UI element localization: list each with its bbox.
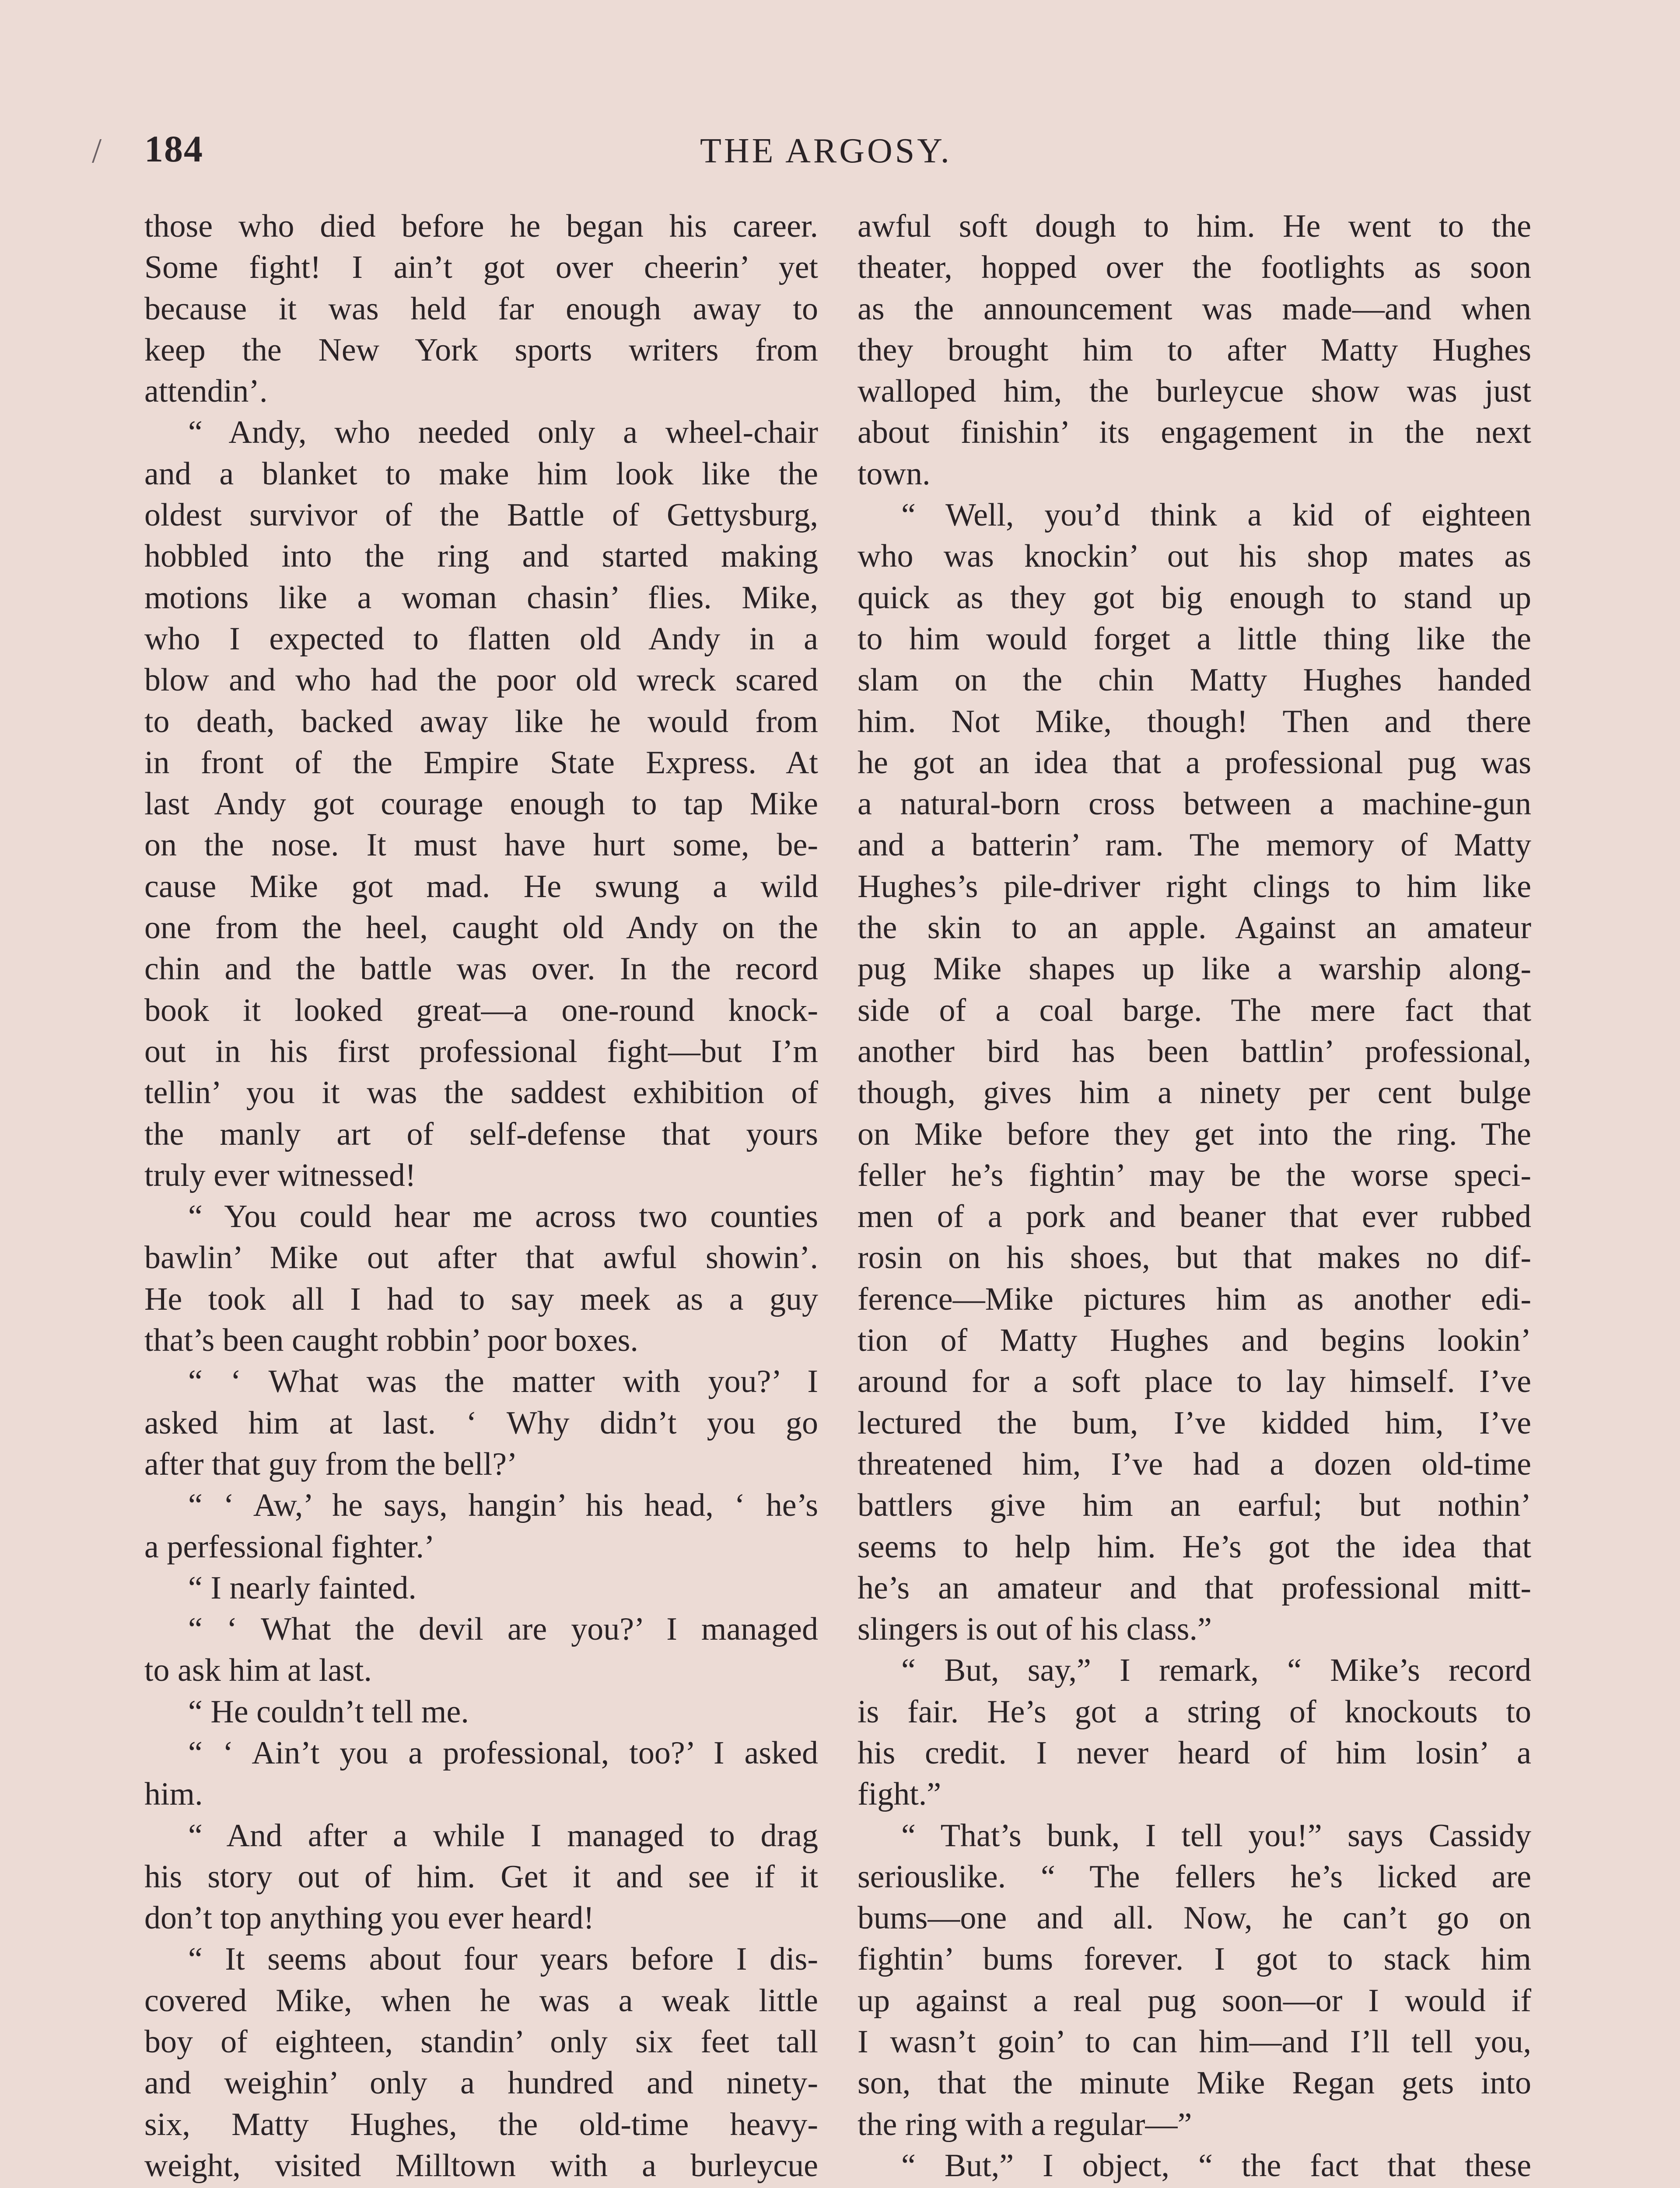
text-line: covered Mike, when he was a weak little xyxy=(144,1982,818,2019)
text-line: tion of Matty Hughes and begins lookin’ xyxy=(858,1322,1531,1359)
text-line: and a blanket to make him look like the xyxy=(144,456,818,492)
text-line: asked him at last. ‘ Why didn’t you go xyxy=(144,1405,818,1441)
text-line: who I expected to flatten old Andy in a xyxy=(144,621,818,657)
text-line: seriouslike. “ The fellers he’s licked are xyxy=(858,1858,1531,1895)
text-line: son, that the minute Mike Regan gets into xyxy=(858,2065,1531,2101)
text-line: He took all I had to say meek as a guy xyxy=(144,1281,818,1317)
text-line: “ It seems about four years before I dis- xyxy=(188,1941,818,1978)
text-line: the ring with a regular—” xyxy=(858,2106,1192,2142)
text-line: lectured the bum, I’ve kidded him, I’ve xyxy=(858,1405,1531,1441)
text-line: feller he’s fightin’ may be the worse speci- xyxy=(858,1157,1531,1193)
text-line: “ But,” I object, “ the fact that these xyxy=(901,2147,1531,2184)
text-line xyxy=(144,2186,818,2188)
text-line: “ ‘ What the devil are you?’ I managed xyxy=(188,1611,818,1648)
text-line: a perfessional fighter.’ xyxy=(144,1529,435,1565)
right-text-column xyxy=(858,206,1531,2188)
text-line: those who died before he began his career. xyxy=(144,208,818,244)
text-line: boy of eighteen, standin’ only six feet tall xyxy=(144,2024,818,2060)
text-line: they brought him to after Matty Hughes xyxy=(858,332,1531,368)
text-line: truly ever witnessed! xyxy=(144,1157,416,1193)
text-line: and weighin’ only a hundred and ninety- xyxy=(144,2065,818,2101)
text-line: in front of the Empire State Express. At xyxy=(144,744,818,781)
text-line: up against a real pug soon—or I would if xyxy=(858,1982,1531,2019)
text-line: his story out of him. Get it and see if it xyxy=(144,1858,818,1895)
text-line: slingers is out of his class.” xyxy=(858,1611,1212,1648)
text-line: motions like a woman chasin’ flies. Mike, xyxy=(144,579,818,616)
text-line: “ ‘ What was the matter with you?’ I xyxy=(188,1364,818,1400)
text-line: pug Mike shapes up like a warship along- xyxy=(858,951,1531,987)
text-line: he’s an amateur and that professional mitt- xyxy=(858,1570,1531,1606)
text-line: though, gives him a ninety per cent bulge xyxy=(858,1075,1531,1111)
text-line: him. xyxy=(144,1776,203,1813)
text-line: to ask him at last. xyxy=(144,1652,372,1689)
text-line: “ That’s bunk, I tell you!” says Cassidy xyxy=(901,1817,1531,1854)
text-line: “ He couldn’t tell me. xyxy=(188,1694,469,1730)
text-line: he got an idea that a professional pug was xyxy=(858,744,1531,781)
text-line: awful soft dough to him. He went to the xyxy=(858,208,1531,244)
text-line: town. xyxy=(858,456,931,492)
text-line: weight, visited Milltown with a burleycue xyxy=(144,2147,818,2184)
text-line: tellin’ you it was the saddest exhibition of xyxy=(144,1075,818,1111)
page-number: 184 xyxy=(144,128,203,170)
text-line: after that guy from the bell?’ xyxy=(144,1446,518,1482)
text-line: the manly art of self-defense that yours xyxy=(144,1116,818,1152)
text-line: slam on the chin Matty Hughes handed xyxy=(858,662,1531,698)
text-line: quick as they got big enough to stand up xyxy=(858,579,1531,616)
text-line: “ I nearly fainted. xyxy=(188,1570,416,1606)
margin-mark: / xyxy=(92,132,102,170)
text-line: Hughes’s pile-driver right clings to him like xyxy=(858,868,1531,905)
text-line: theater, hopped over the footlights as soon xyxy=(858,249,1531,286)
text-line: “ But, say,” I remark, “ Mike’s record xyxy=(901,1652,1531,1689)
text-line: him. Not Mike, though! Then and there xyxy=(858,703,1531,740)
text-line: out in his first professional fight—but I’m xyxy=(144,1033,818,1069)
text-line: ference—Mike pictures him as another edi- xyxy=(858,1281,1531,1317)
text-line: six, Matty Hughes, the old-time heavy- xyxy=(144,2106,818,2142)
text-line: the skin to an apple. Against an amateur xyxy=(858,910,1531,946)
text-line: that’s been caught robbin’ poor boxes. xyxy=(144,1322,638,1359)
text-line: rosin on his shoes, but that makes no dif- xyxy=(858,1240,1531,1276)
text-line: bawlin’ Mike out after that awful showin’. xyxy=(144,1240,818,1276)
text-line: fightin’ bums forever. I got to stack him xyxy=(858,1941,1531,1978)
text-line: threatened him, I’ve had a dozen old-time xyxy=(858,1446,1531,1482)
text-line: oldest survivor of the Battle of Gettysburg, xyxy=(144,497,818,533)
text-line: to him would forget a little thing like the xyxy=(858,621,1531,657)
text-line: is fair. He’s got a string of knockouts to xyxy=(858,1694,1531,1730)
text-line: side of a coal barge. The mere fact that xyxy=(858,992,1531,1028)
text-line: as the announcement was made—and when xyxy=(858,291,1531,327)
text-line: a natural-born cross between a machine-gun xyxy=(858,786,1531,822)
text-line: battlers give him an earful; but nothin’ xyxy=(858,1487,1531,1524)
running-title: THE ARGOSY. xyxy=(700,132,952,170)
text-line: another bird has been battlin’ professional, xyxy=(858,1033,1531,1069)
text-line: seems to help him. He’s got the idea that xyxy=(858,1529,1531,1565)
text-line: “ You could hear me across two counties xyxy=(188,1199,818,1235)
text-line: “ ‘ Aw,’ he says, hangin’ his head, ‘ he’s xyxy=(188,1487,818,1524)
text-line: fight.” xyxy=(858,1776,942,1813)
text-line: because it was held far enough away to xyxy=(144,291,818,327)
text-line: “ ‘ Ain’t you a professional, too?’ I asked xyxy=(188,1735,818,1771)
text-line: bums—one and all. Now, he can’t go on xyxy=(858,1900,1531,1936)
text-line: hobbled into the ring and started making xyxy=(144,538,818,575)
text-line: “ Well, you’d think a kid of eighteen xyxy=(901,497,1531,533)
text-line: Some fight! I ain’t got over cheerin’ yet xyxy=(144,249,818,286)
left-text-column xyxy=(144,206,818,2188)
text-line: his credit. I never heard of him losin’ a xyxy=(858,1735,1531,1771)
text-line: attendin’. xyxy=(144,373,268,410)
text-line: around for a soft place to lay himself. I’ve xyxy=(858,1364,1531,1400)
text-line: keep the New York sports writers from xyxy=(144,332,818,368)
text-line: chin and the battle was over. In the record xyxy=(144,951,818,987)
text-line: to death, backed away like he would from xyxy=(144,703,818,740)
text-line: one from the heel, caught old Andy on the xyxy=(144,910,818,946)
text-line: men of a pork and beaner that ever rubbed xyxy=(858,1199,1531,1235)
text-line: I wasn’t goin’ to can him—and I’ll tell you, xyxy=(858,2024,1531,2060)
text-line: cause Mike got mad. He swung a wild xyxy=(144,868,818,905)
text-line: and a batterin’ ram. The memory of Matty xyxy=(858,827,1531,863)
text-line: on Mike before they get into the ring. The xyxy=(858,1116,1531,1152)
text-line: about finishin’ its engagement in the next xyxy=(858,414,1531,451)
text-line: who was knockin’ out his shop mates as xyxy=(858,538,1531,575)
text-line: on the nose. It must have hurt some, be- xyxy=(144,827,818,863)
text-line: “ And after a while I managed to drag xyxy=(188,1817,818,1854)
text-line: don’t top anything you ever heard! xyxy=(144,1900,595,1936)
text-line: “ Andy, who needed only a wheel-chair xyxy=(188,414,818,451)
text-line xyxy=(858,2186,1531,2188)
text-line: blow and who had the poor old wreck scared xyxy=(144,662,818,698)
text-line: walloped him, the burleycue show was just xyxy=(858,373,1531,410)
text-line: book it looked great—a one-round knock- xyxy=(144,992,818,1028)
text-line: last Andy got courage enough to tap Mike xyxy=(144,786,818,822)
